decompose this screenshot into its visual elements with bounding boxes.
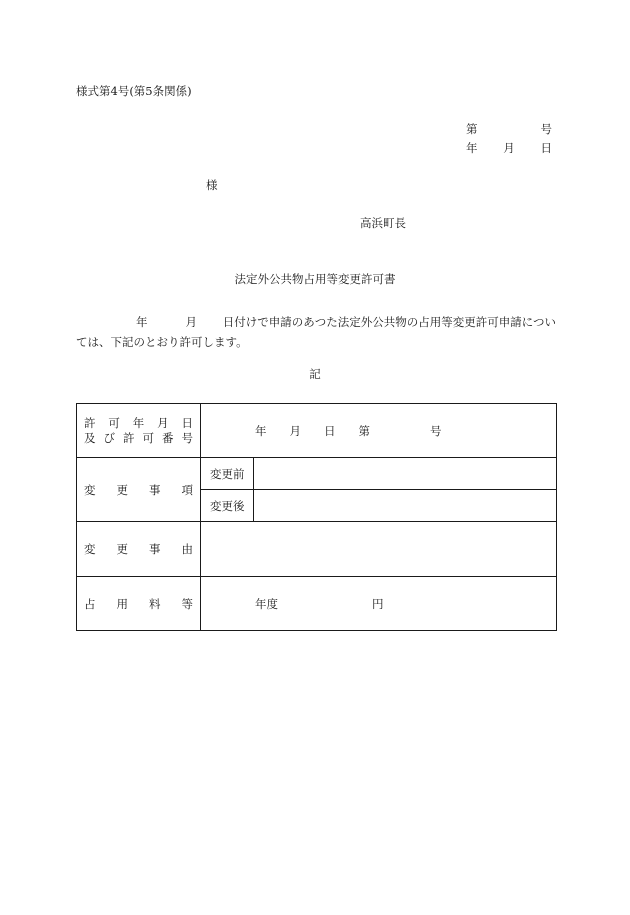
body-line-2: ては、下記のとおり許可します。 [76,335,248,349]
value-permit-date[interactable] [201,404,557,458]
label-char: 料 [149,596,161,611]
ki-heading: 記 [309,367,321,381]
label-before-change [201,458,254,490]
document-number-dai: 第 [466,122,478,136]
row-change-reason [77,522,557,577]
document-number-go: 号 [540,122,552,136]
permit-day: 日 [324,423,336,438]
document-date-year: 年 [466,141,478,155]
label-char: 年 [132,415,145,430]
document-number [466,124,552,136]
label-char: 由 [181,542,193,556]
permit-dai: 第 [358,423,370,438]
addressee: 様 [206,178,218,192]
form-number: 様式第4号(第5条関係) [76,84,192,98]
sub-label: 変更後 [210,498,245,513]
body-month: 月 [185,315,197,329]
label-char: 占 [84,596,96,611]
label-permit-date-line2 [84,431,193,446]
label-after-change [201,490,254,522]
sub-label: 変更前 [210,466,245,481]
label-char: 用 [116,596,128,611]
label-char: 変 [84,482,96,497]
label-char: 更 [116,542,128,556]
label-permit-date-line1 [84,416,193,431]
row-occupancy-fee [77,577,557,631]
issuer: 高浜町長 [360,216,406,230]
label-char: 更 [116,482,128,497]
value-before-change[interactable] [254,458,557,490]
permit-table [76,403,557,631]
value-after-change[interactable] [254,490,557,522]
label-char: 月 [157,415,169,430]
label-char: 日 [181,415,193,430]
label-char: 可 [142,430,154,445]
permit-go: 号 [430,423,442,438]
label-char: 可 [108,415,120,430]
value-occupancy-fee[interactable] [201,577,557,631]
fee-nendo: 年度 [255,596,278,611]
body-text [76,312,556,352]
label-char: 許 [123,430,135,445]
label-char: 番 [162,430,174,445]
document-date-month: 月 [503,141,515,155]
label-permit-date [77,404,201,458]
permit-year: 年 [255,423,267,438]
label-change-items [77,458,201,522]
row-permit-date [77,404,557,458]
label-char: 号 [181,430,193,445]
body-line-1-rest: 日付けで申請のあつた法定外公共物の占用等変更許可申請につい [222,315,556,329]
label-char: 及 [84,430,96,445]
document-date [466,143,552,155]
label-char: 許 [84,415,96,430]
body-line-1 [76,312,556,332]
document-title: 法定外公共物占用等変更許可書 [234,272,396,286]
value-change-reason[interactable] [201,522,557,577]
label-change-reason [77,522,201,577]
body-year: 年 [136,315,148,329]
permit-month: 月 [289,423,301,438]
label-char: 項 [181,482,193,497]
document-date-day: 日 [540,141,552,155]
label-char: 事 [149,542,161,556]
label-char: 等 [181,596,193,611]
label-char: 事 [149,482,161,497]
label-char: 変 [84,542,96,556]
label-occupancy-fee [77,577,201,631]
fee-yen: 円 [372,596,384,611]
label-char: び [103,430,115,445]
row-change-before [77,458,557,490]
